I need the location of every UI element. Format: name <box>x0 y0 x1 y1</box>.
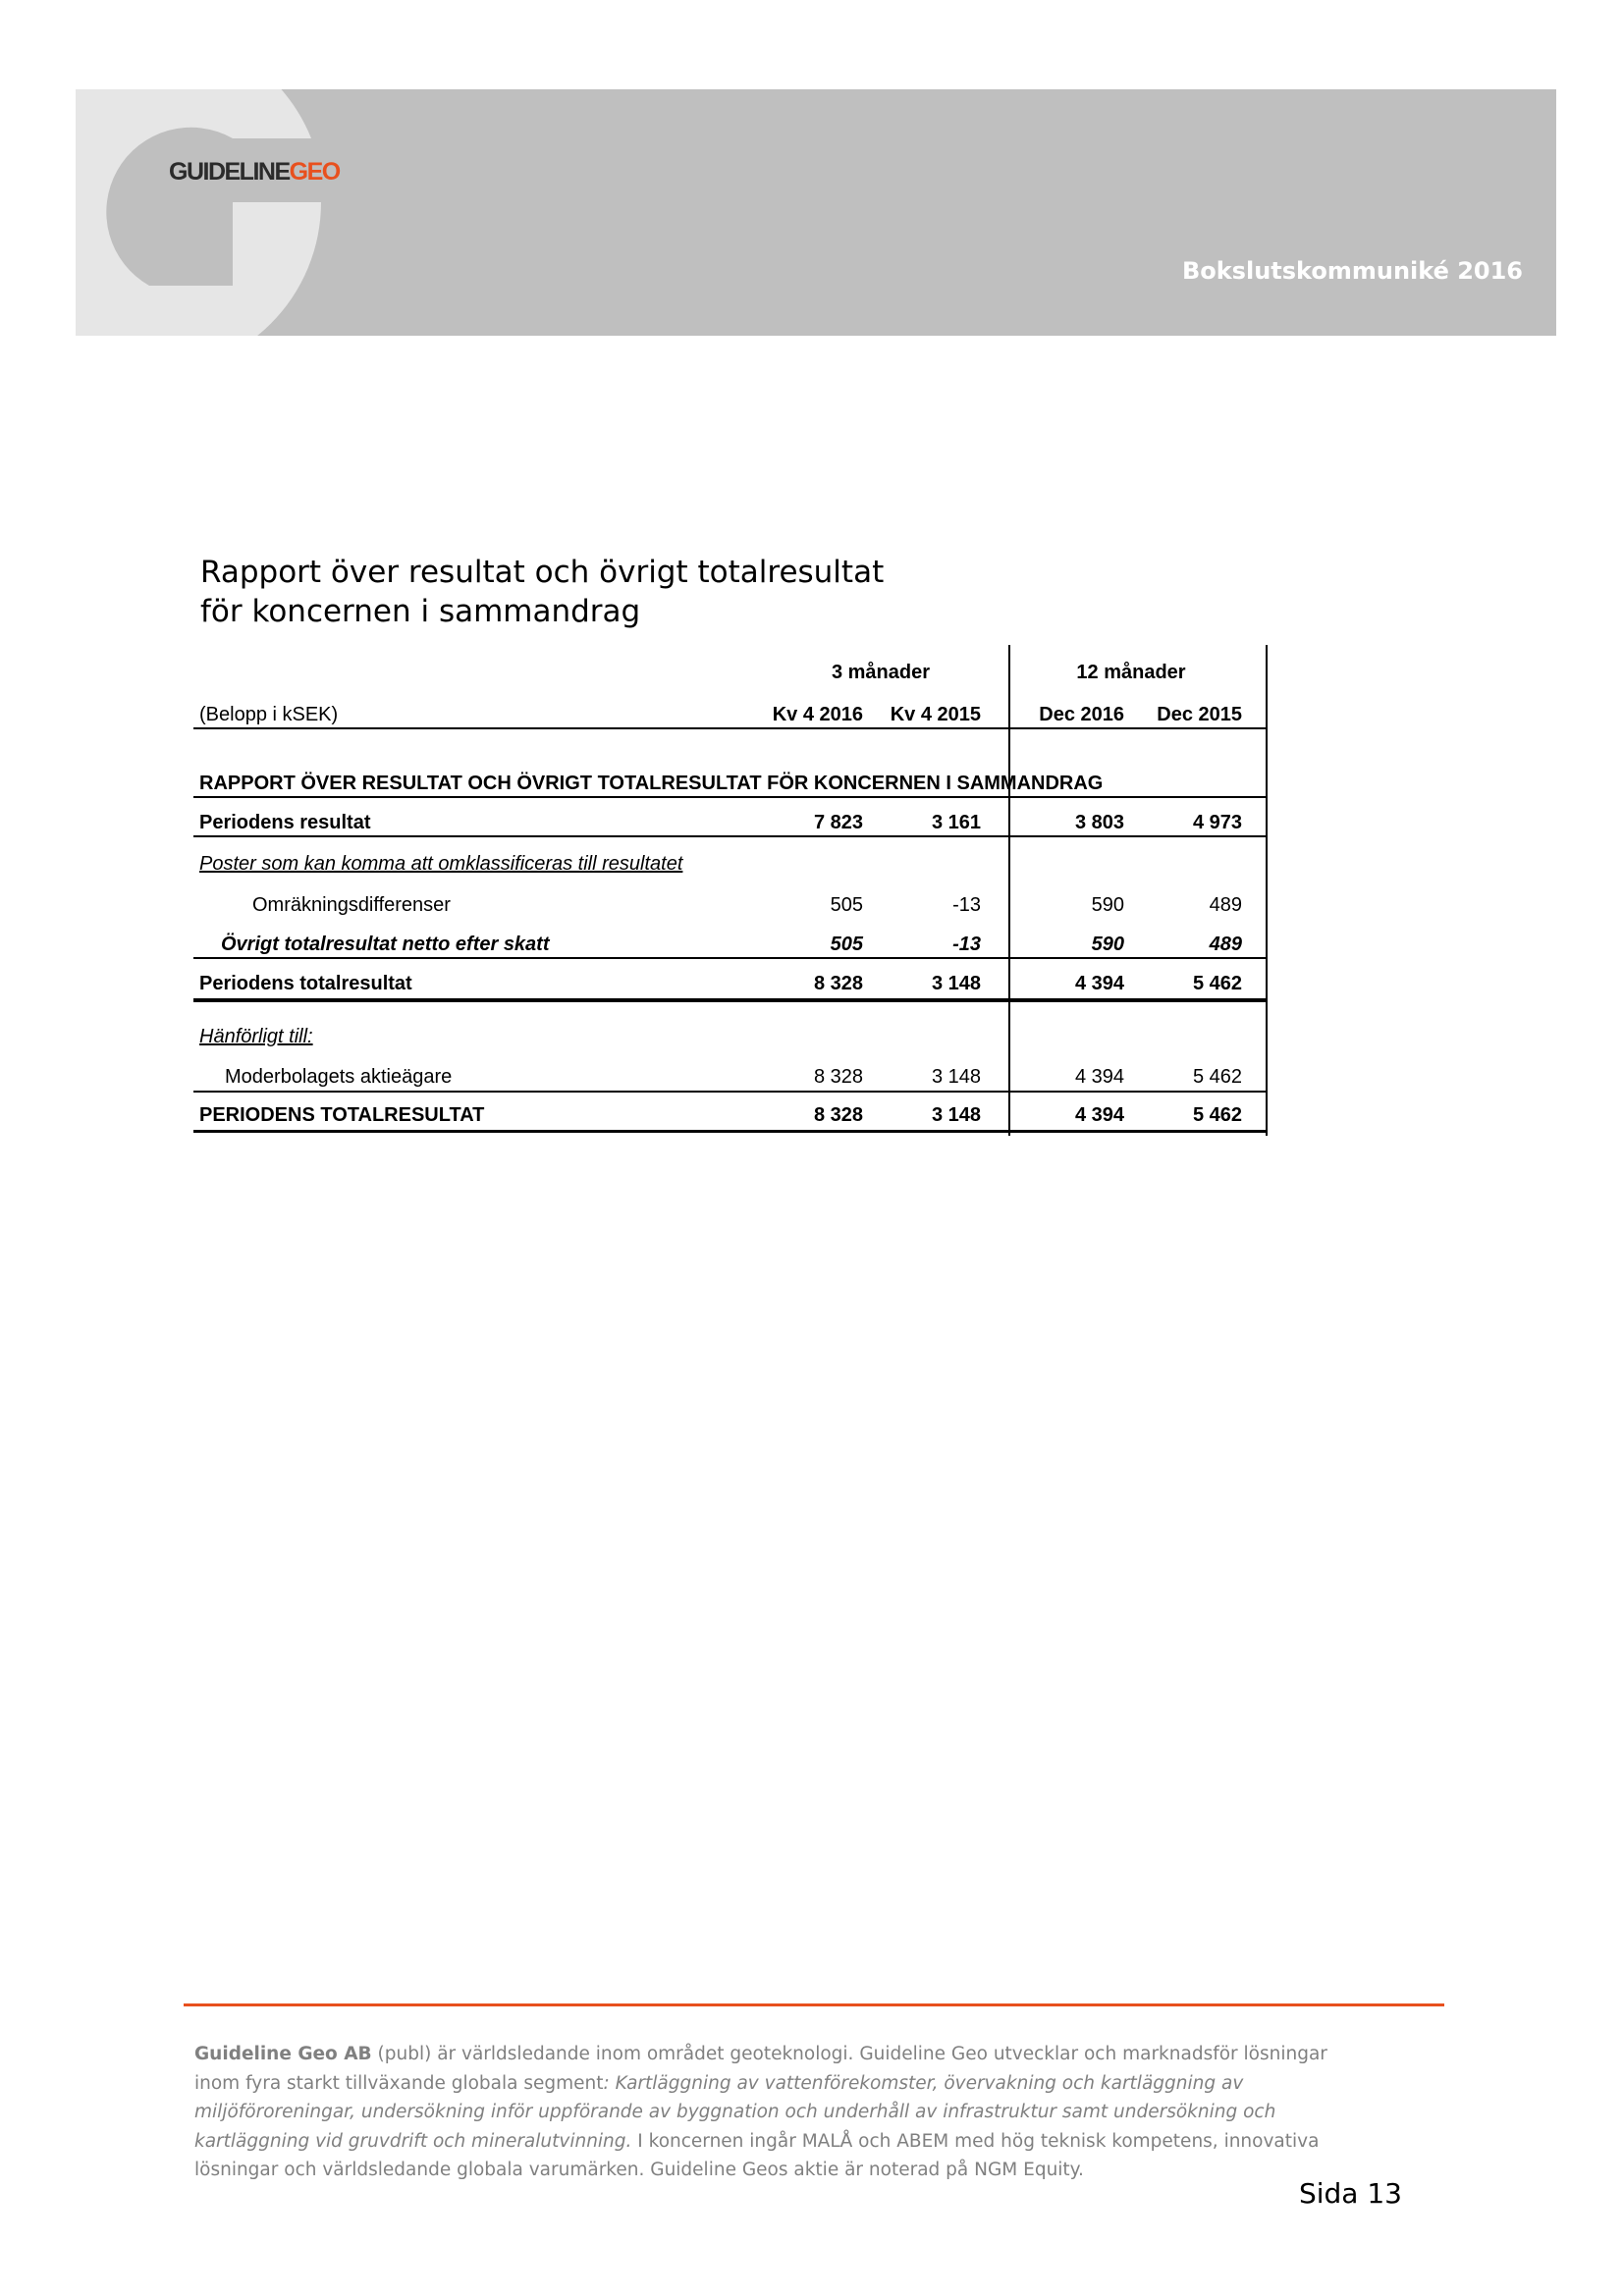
bottom-rule <box>193 1130 1268 1133</box>
cell-value: 3 148 <box>931 1066 981 1088</box>
row-label: PERIODENS TOTALRESULTAT <box>199 1104 485 1126</box>
cell-value: 5 462 <box>1192 973 1242 994</box>
footer-company-name: Guideline Geo AB <box>194 2044 372 2064</box>
cell-value: 3 161 <box>931 812 981 833</box>
footer-text-part2: I koncernen ingår MALÅ och ABEM med hög teknisk kompetens, innovativa lösningar och världsledande globala varumärken. Guideline Geos aktie är noterad på NGM Equity. <box>194 2130 1320 2180</box>
subheading-reclassifiable: Poster som kan komma att omklassificeras till resultatet <box>199 853 683 875</box>
cell-value: 5 462 <box>1192 1104 1242 1126</box>
row-rule <box>193 835 1268 837</box>
col-header-kv4-2015: Kv 4 2015 <box>890 704 981 725</box>
cell-value: 3 148 <box>931 1104 981 1126</box>
logo-text-geo: GEO <box>289 158 340 186</box>
cell-value: 505 <box>830 934 863 955</box>
section-rule <box>193 796 1268 798</box>
cell-value: 4 394 <box>1074 1104 1124 1126</box>
cell-value: 3 803 <box>1074 812 1124 833</box>
footer-text-part1: (publ) är världsledande inom området geoteknologi. Guideline Geo utvecklar och marknadsför lösningar inom fyra starkt tillväxande globala segment <box>194 2044 1327 2094</box>
row-label: Omräkningsdifferenser <box>252 894 451 916</box>
header-rule <box>193 727 1268 729</box>
table-right-border <box>1266 645 1268 1136</box>
row-label: Periodens totalresultat <box>199 973 412 994</box>
g-logo-mark <box>76 89 321 336</box>
cell-value: 489 <box>1209 934 1242 955</box>
thick-rule <box>193 998 1268 1002</box>
row-label: Moderbolagets aktieägare <box>225 1066 453 1088</box>
footer-divider <box>184 2003 1444 2006</box>
cell-value: -13 <box>952 934 981 955</box>
cell-value: 7 823 <box>813 812 863 833</box>
row-rule <box>193 1091 1268 1093</box>
income-statement-table <box>193 645 1268 1136</box>
col-header-dec-2015: Dec 2015 <box>1157 704 1242 725</box>
group-header-12m: 12 månader <box>1076 662 1186 683</box>
document-title: Bokslutskommuniké 2016 <box>1181 257 1523 285</box>
cell-value: -13 <box>952 894 981 916</box>
cell-value: 4 973 <box>1192 812 1242 833</box>
logo-text-guideline: GUIDELINE <box>169 158 290 186</box>
report-title-line2: för koncernen i sammandrag <box>200 594 641 629</box>
report-title-line1: Rapport över resultat och övrigt totalresultat <box>200 555 885 590</box>
footer-text-italic: : Kartläggning av vattenförekomster, övervakning och kartläggning av miljöföroreningar, undersökning inför uppförande av byggnation och underhåll av infrastruktur samt undersökning och kartläggning vid gruvdrift och mineralutvinning. <box>194 2072 1276 2152</box>
company-logo <box>169 158 340 187</box>
col-header-dec-2016: Dec 2016 <box>1039 704 1124 725</box>
cell-value: 3 148 <box>931 973 981 994</box>
row-rule <box>193 957 1268 959</box>
report-title <box>200 553 884 631</box>
cell-value: 5 462 <box>1192 1066 1242 1088</box>
cell-value: 8 328 <box>813 973 863 994</box>
divider-3m-12m <box>1008 645 1010 1136</box>
section-heading: RAPPORT ÖVER RESULTAT OCH ÖVRIGT TOTALRESULTAT FÖR KONCERNEN I SAMMANDRAG <box>199 773 1104 794</box>
header-banner <box>76 89 1556 336</box>
cell-value: 8 328 <box>813 1066 863 1088</box>
group-header-3m: 3 månader <box>831 662 931 683</box>
cell-value: 590 <box>1091 894 1124 916</box>
cell-value: 8 328 <box>813 1104 863 1126</box>
footer-company-description <box>194 2040 1373 2185</box>
cell-value: 489 <box>1209 894 1242 916</box>
col-header-kv4-2016: Kv 4 2016 <box>772 704 863 725</box>
unit-label: (Belopp i kSEK) <box>199 704 339 725</box>
cell-value: 4 394 <box>1074 973 1124 994</box>
row-label: Periodens resultat <box>199 812 371 833</box>
subheading-attributable: Hänförligt till: <box>199 1026 313 1047</box>
cell-value: 505 <box>830 894 863 916</box>
cell-value: 4 394 <box>1074 1066 1124 1088</box>
row-label: Övrigt totalresultat netto efter skatt <box>221 934 550 955</box>
cell-value: 590 <box>1091 934 1124 955</box>
page-number: Sida 13 <box>1298 2177 1402 2210</box>
